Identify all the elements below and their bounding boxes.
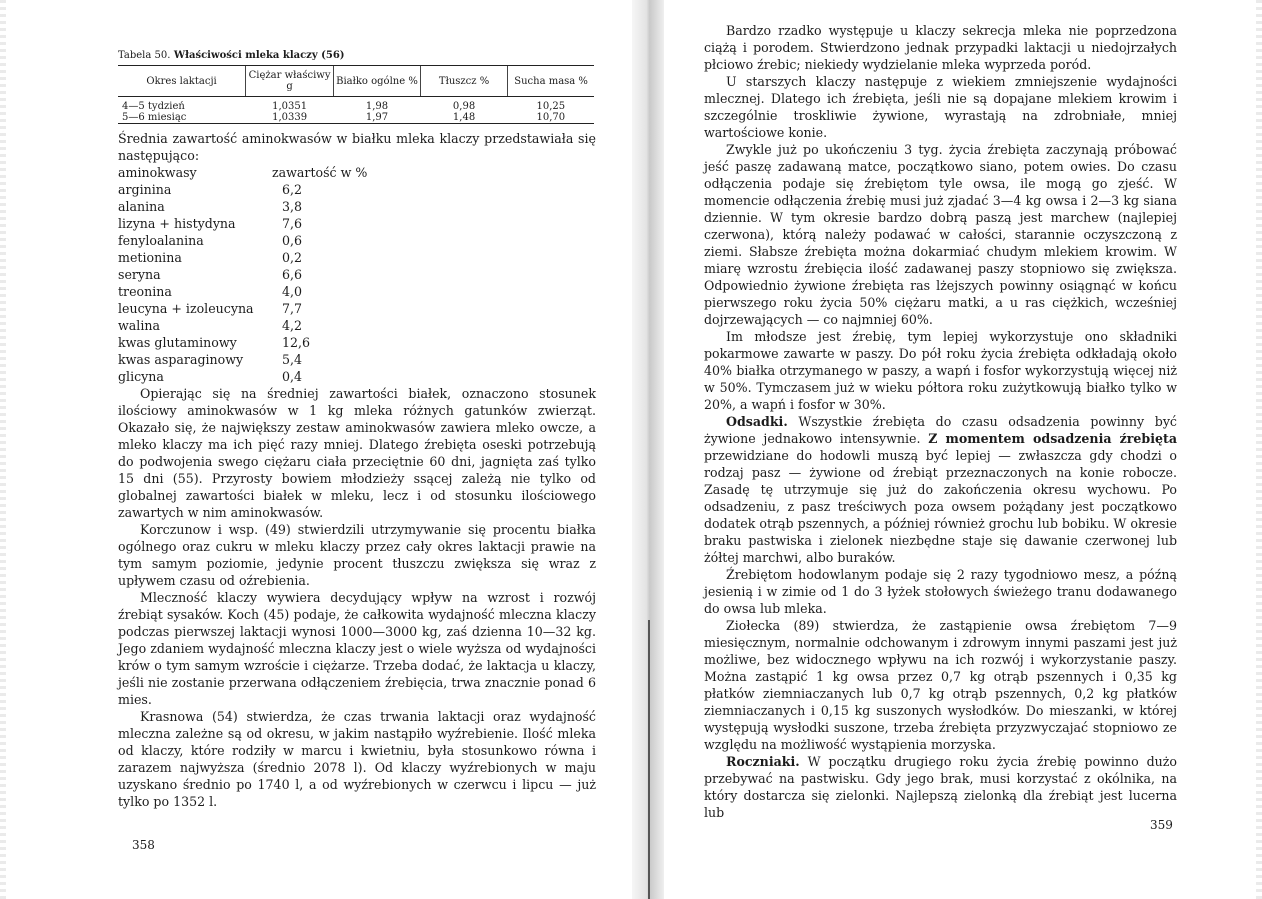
amino-acid-name: fenyloalanina [118, 233, 204, 248]
milk-properties-table [118, 65, 594, 124]
table-header-cell: Okres laktacji [118, 66, 246, 97]
amino-acid-row [118, 215, 596, 232]
right-page [704, 22, 1177, 852]
amino-acid-name: walina [118, 318, 160, 333]
table-row [118, 112, 594, 124]
table-header-row [118, 66, 594, 97]
paragraph: U starszych klaczy następuje z wiekiem zmniejszenie wydajności mlecznej. Dlatego ich źrebięta, jeśli nie są dopajane mlekiem krowim i szczególnie troskliwie żywione, wyrastają na zdrobniałe, mniej wartościowe konie. [704, 74, 1177, 140]
amino-acid-value: 0,4 [282, 369, 303, 384]
table-header-cell: Sucha masa % [508, 66, 594, 97]
paragraph: Bardzo rzadko występuje u klaczy sekrecja mleka nie poprzedzona ciążą i porodem. Stwierdzono jednak przypadki laktacji u niedojrzałych płciowo źrebic; niekiedy wydzielanie mleka wyprzeda poród. [704, 23, 1177, 72]
amino-acid-rows [118, 181, 596, 385]
amino-acid-value: 5,4 [282, 352, 303, 367]
paragraph: Zwykle już po ukończeniu 3 tyg. życia źrebięta zaczynają próbować jeść paszę zadawaną matce, początkowo siano, potem owies. Do czasu odłączenia podaje się źrebiętom tyle owsa, ile mogą go zjeść. W momencie odłączenia źrebię musi już zjadać 3—4 kg owsa i 2—3 kg siana dziennie. W tym okresie bardzo dobrą paszą jest marchew (najlepiej czerwona), którą należy podawać w całości, starannie oczyszczoną z ziemi. Słabsze źrebięta można dokarmiać chudym mlekiem krowim. W miarę wzrostu źrebięcia ilość zadawanej paszy stopniowo się zwiększa. Odpowiednio żywione źrebięta ras lżejszych powinny osiągnąć w końcu pierwszego roku życia 50% ciężaru matki, a u ras ciężkich, wcześniej dojrzewających — co najmniej 60%. [704, 142, 1177, 327]
amino-acid-value: 6,2 [282, 182, 303, 197]
amino-acid-row [118, 249, 596, 266]
table-header-cell: Białko ogólne % [334, 66, 421, 97]
amino-acid-value: 0,2 [282, 250, 303, 265]
bold-phrase: Z momentem odsadzenia źrebięta [928, 431, 1177, 446]
amino-acid-name: kwas glutaminowy [118, 335, 237, 350]
section-head-roczniaki: Roczniaki. [726, 754, 800, 769]
amino-acid-name: alanina [118, 199, 165, 214]
section-head-odsadki: Odsadki. [726, 414, 788, 429]
amino-acid-row [118, 300, 596, 317]
table-cell: 5—6 miesiąc [118, 112, 246, 124]
amino-acid-value: 0,6 [282, 233, 303, 248]
amino-acid-value: 4,2 [282, 318, 303, 333]
paragraph: Korczunow i wsp. (49) stwierdzili utrzymywanie się procentu białka ogólnego oraz cukru w mleku klaczy przez cały okres laktacji prawie na tym samym poziomie, jedynie procent tłuszczu zwiększa się wraz z upływem czasu od oźrebienia. [118, 522, 596, 588]
amino-acid-name: metionina [118, 250, 182, 265]
amino-acid-name: seryna [118, 267, 161, 282]
left-book-edge [0, 0, 6, 899]
table-caption-label: Tabela 50. [118, 50, 171, 61]
amino-header-name: aminokwasy [118, 165, 197, 180]
table-row [118, 97, 594, 113]
table-caption-title: Właściwości mleka klaczy (56) [173, 50, 345, 61]
amino-acid-name: arginina [118, 182, 172, 197]
table-caption [118, 50, 596, 61]
amino-acid-name: treonina [118, 284, 172, 299]
table-cell: 1,48 [420, 112, 507, 124]
amino-acid-header [118, 164, 596, 181]
paragraph-roczniaki [704, 753, 1177, 821]
amino-acid-value: 7,7 [282, 301, 303, 316]
left-page [118, 40, 596, 870]
table-cell: 10,70 [508, 112, 594, 124]
amino-acid-row [118, 198, 596, 215]
page-number-left: 358 [132, 838, 155, 852]
paragraph: Ziołecka (89) stwierdza, że zastąpienie owsa źrebiętom 7—9 miesięcznym, normalnie odchowanym i zdrowym innymi paszami jest już możliwe, bez widocznego wpływu na ich rozwój i wykorzystanie paszy. Można zastąpić 1 kg owsa przez 0,7 kg otrąb pszennych i 0,35 kg płatków ziemniaczanych lub 0,7 kg otrąb pszennych, 0,2 kg płatków ziemniaczanych i 0,15 kg suszonych wysłodków. Do mieszanki, w której występują wysłodki suszone, trzeba źrebięta przyzwyczajać stopniowo ze względu na możliwość wystąpienia morzyska. [704, 618, 1177, 752]
paragraph: Mleczność klaczy wywiera decydujący wpływ na wzrost i rozwój źrebiąt sysaków. Koch (45) podaje, że całkowita wydajność mleczna klaczy podczas pierwszej laktacji wynosi 1000—3000 kg, zaś dzienna 10—32 kg. Jego zdaniem wydajność mleczna klaczy jest o wiele wyższa od wydajności krów o tym samym wzroście i ciężarze. Trzeba dodać, że laktacja u klaczy, jeśli nie zostanie przerwana odłączeniem źrebięcia, trwa znacznie ponad 6 mies. [118, 590, 596, 707]
amino-acid-value: 6,6 [282, 267, 303, 282]
amino-acid-name: glicyna [118, 369, 164, 384]
amino-acid-name: leucyna + izoleucyna [118, 301, 254, 316]
amino-acid-value: 12,6 [282, 335, 311, 350]
paragraph-text: przewidziane do hodowli muszą być lepiej — zwłaszcza gdy chodzi o rodzaj pasz — żywione od źrebiąt przeznaczonych na konie robocze. Zasadę tę utrzymuje się już do zakończenia okresu wychowu. Po odsadzeniu, z pasz treściwych poza owsem pożądany jest początkowo dodatek otrąb pszennych, a później również grochu lub bobiku. W okresie braku pastwiska i zielonek niezbędne staje się dawanie czerwonej lub żółtej marchwi, albo buraków. [704, 448, 1177, 565]
amino-acid-name: lizyna + histydyna [118, 216, 236, 231]
right-body-text [704, 22, 1177, 821]
amino-acid-row [118, 181, 596, 198]
table-cell: 1,0339 [246, 112, 334, 124]
amino-header-value: zawartość w % [272, 165, 368, 180]
amino-acid-row [118, 334, 596, 351]
table-header-cell: Ciężar właściwy g [246, 66, 334, 97]
amino-acid-row [118, 317, 596, 334]
table-cell: 10,25 [536, 101, 566, 112]
amino-intro-text: Średnia zawartość aminokwasów w białku mleka klaczy przedstawiała się następująco: [118, 131, 596, 163]
table-cell: 0,98 [452, 101, 476, 112]
table-cell: 1,97 [334, 112, 421, 124]
page-number-right: 359 [1150, 818, 1173, 832]
amino-acid-row [118, 368, 596, 385]
amino-acid-row [118, 283, 596, 300]
amino-acid-row [118, 266, 596, 283]
left-body-text [118, 385, 596, 810]
table-header-cell: Tłuszcz % [420, 66, 507, 97]
paragraph-odsadki [704, 413, 1177, 566]
paragraph: Źrebiętom hodowlanym podaje się 2 razy tygodniowo mesz, a późną jesienią i w zimie od 1 do 3 łyżek stołowych świeżego tranu dodawanego do owsa lub mleka. [704, 567, 1177, 616]
amino-acid-name: kwas asparaginowy [118, 352, 244, 367]
page-fold-shadow [648, 620, 650, 899]
right-book-edge [1256, 0, 1262, 899]
amino-acid-row [118, 351, 596, 368]
paragraph-text: Wszystkie źrebięta do czasu odsadzenia powinny być żywione jednakowo intensywnie. [704, 414, 1177, 446]
amino-intro [118, 130, 596, 164]
table-cell: 1,98 [365, 101, 389, 112]
paragraph: Opierając się na średniej zawartości białek, oznaczono stosunek ilościowy aminokwasów w 1 kg mleka różnych gatunków zwierząt. Okazało się, że największy zestaw aminokwasów zawiera mleko owcze, a mleko klaczy ma ich pięć razy mniej. Dlatego źrebięta oseski potrzebują do podwojenia swego ciężaru ciała przeciętnie 60 dni, jagnięta zaś tylko 15 dni (55). Przyrosty bowiem młodzieży ssącej zależą nie tylko od globalnej zawartości białek w mleku, lecz i od stosunku ilościowego zawartych w nim aminokwasów. [118, 386, 596, 520]
amino-acid-value: 3,8 [282, 199, 303, 214]
amino-acid-value: 7,6 [282, 216, 303, 231]
table-cell: 1,0351 [272, 101, 308, 112]
amino-acid-list [118, 164, 596, 385]
table-cell: 4—5 tydzień [122, 101, 185, 112]
paragraph: Krasnowa (54) stwierdza, że czas trwania laktacji oraz wydajność mleczna zależne są od okresu, w jakim nastąpiło wyźrebienie. Ilość mleka od klaczy, które rodziły w marcu i kwietniu, była stosunkowo równa i zarazem najwyższa (średnio 2078 l). Od klaczy wyźrebionych w maju uzyskano średnio po 1740 l, a od wyźrebionych w czerwcu i lipcu — już tylko po 1352 l. [118, 709, 596, 809]
paragraph: Im młodsze jest źrebię, tym lepiej wykorzystuje ono składniki pokarmowe zawarte w paszy. Do pół roku życia źrebięta odkładają około 40% białka otrzymanego w paszy, a wapń i fosfor wykorzystują więcej niż w 50%. Tymczasem już w wieku półtora roku zużytkowują białko tylko w 20%, a wapń i fosfor w 30%. [704, 329, 1177, 412]
paragraph-text: W początku drugiego roku życia źrebię powinno dużo przebywać na pastwisku. Gdy jego brak, musi korzystać z okólnika, na który dostarcza się zielonki. Najlepszą zielonką dla źrebiąt jest lucerna lub [704, 754, 1177, 820]
amino-acid-value: 4,0 [282, 284, 303, 299]
amino-acid-row [118, 232, 596, 249]
